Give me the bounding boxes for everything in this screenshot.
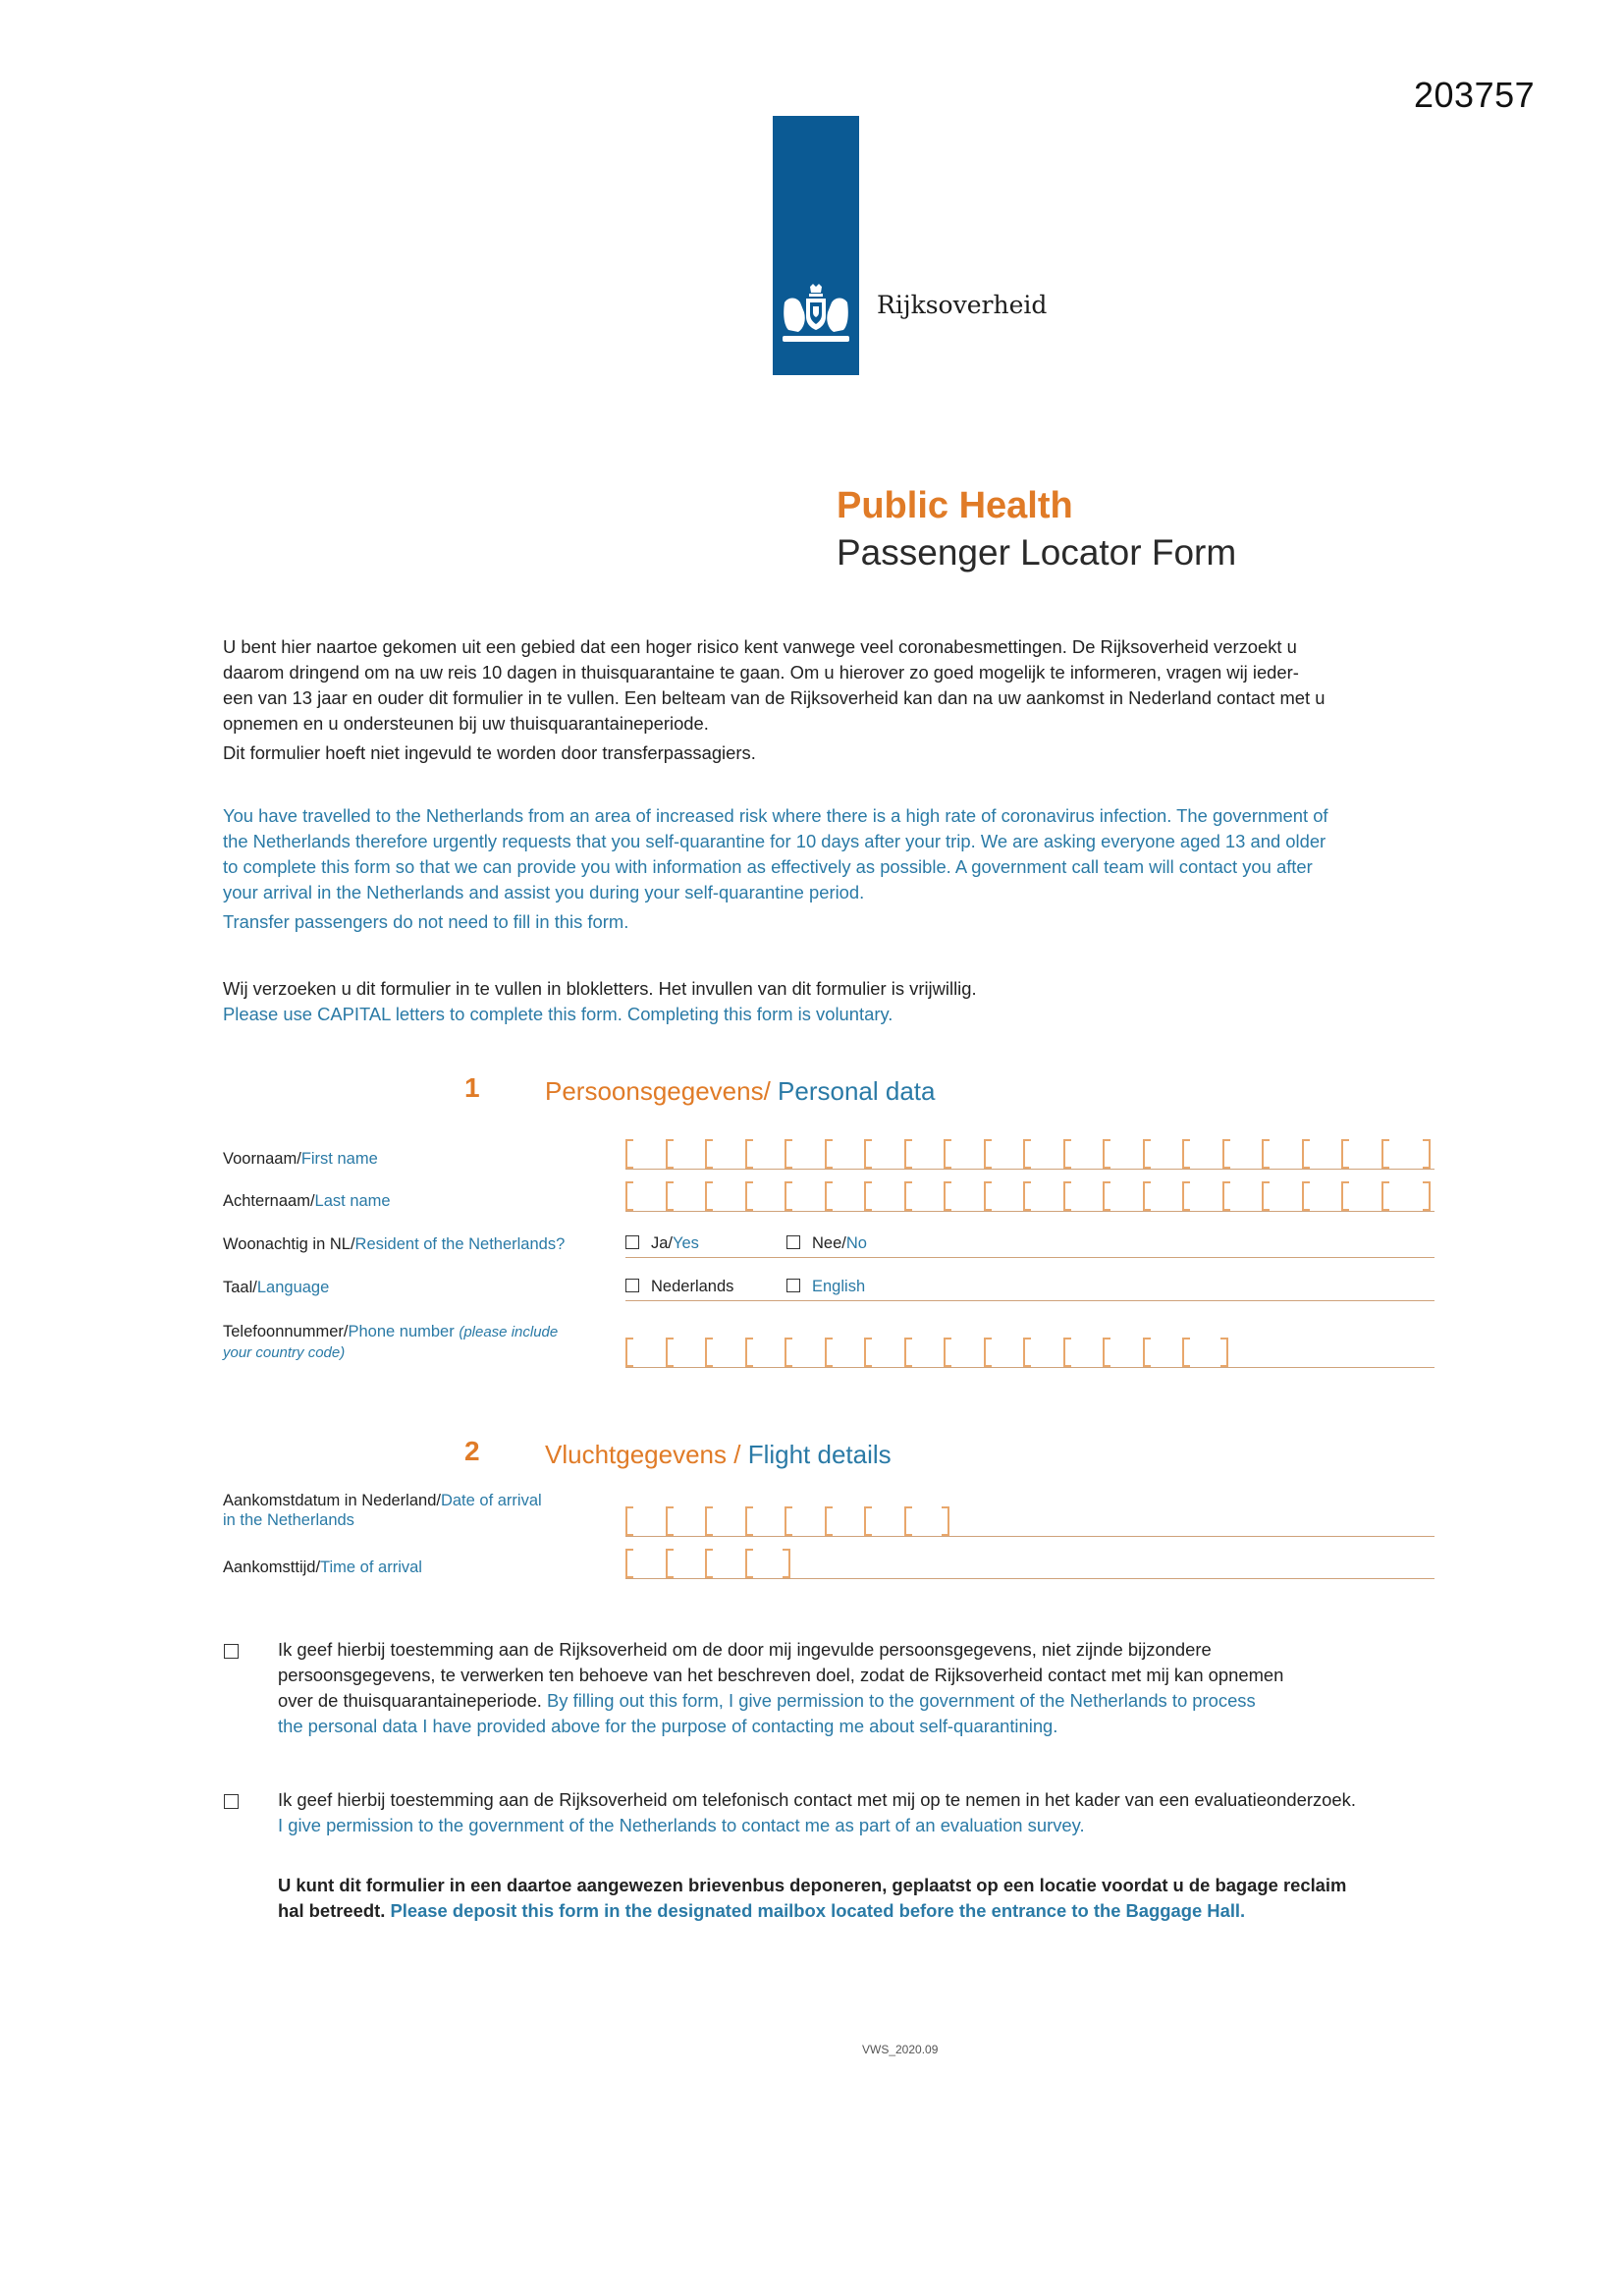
field-underline: [625, 1169, 1435, 1170]
letter-cell[interactable]: [785, 1139, 792, 1169]
letter-cell[interactable]: [1103, 1181, 1110, 1211]
letter-cell[interactable]: [625, 1139, 633, 1169]
letter-cell[interactable]: [705, 1338, 713, 1367]
letter-cell[interactable]: [904, 1139, 912, 1169]
letter-cell[interactable]: [825, 1181, 833, 1211]
resident-underline: [625, 1257, 1435, 1258]
letter-cell[interactable]: [705, 1139, 713, 1169]
letter-cell[interactable]: [1103, 1139, 1110, 1169]
letter-cell[interactable]: [625, 1506, 633, 1536]
consent-survey-text: Ik geef hierbij toestemming aan de Rijksoverheid om telefonisch contact met mij op te nemen in het kader van een evaluatieonderzoek. I give permission to the government of the Netherlands to contact me as part of an evaluation survey.: [278, 1789, 1356, 1835]
last-name-field[interactable]: [625, 1177, 1435, 1213]
capital-letters-en: Please use CAPITAL letters to complete this form. Completing this form is voluntary.: [223, 1004, 893, 1024]
language-dutch-checkbox[interactable]: [625, 1279, 639, 1292]
letter-cell[interactable]: [666, 1549, 674, 1578]
letter-cell[interactable]: [785, 1506, 792, 1536]
last-name-label: Achternaam/Last name: [223, 1192, 391, 1210]
letter-cell[interactable]: [1143, 1139, 1151, 1169]
letter-cell-end: [1423, 1181, 1431, 1211]
letter-cell[interactable]: [745, 1181, 753, 1211]
section-1-number: 1: [464, 1072, 480, 1103]
document-number: 203757: [1414, 75, 1536, 115]
letter-cell[interactable]: [1222, 1181, 1230, 1211]
letter-cell[interactable]: [745, 1338, 753, 1367]
intro-nl: U bent hier naartoe gekomen uit een gebied dat een hoger risico kent vanwege veel coronabesmettingen. De Rijksoverheid verzoekt u daarom dringend om na uw reis 10 dagen in thuisquarantaine te gaan. Om u hierover zo goed mogelijk te informeren, vragen wij ieder- een van 13 jaar en ouder dit formulier in te vullen. Een belteam van de Rijksoverheid kan dan na uw aankomst in Nederland contact met u opnemen en u ondersteunen bij uw thuisquarantaineperiode. Dit formulier hoeft niet ingevuld te worden door transferpassagiers.: [223, 634, 1421, 766]
field-underline: [625, 1211, 1435, 1212]
letter-cell[interactable]: [1023, 1181, 1031, 1211]
title-passenger-locator-form: Passenger Locator Form: [837, 532, 1237, 573]
letter-cell[interactable]: [944, 1139, 951, 1169]
letter-cell[interactable]: [1023, 1338, 1031, 1367]
language-english-checkbox[interactable]: [786, 1279, 800, 1292]
letter-cell[interactable]: [1262, 1181, 1270, 1211]
letter-cell[interactable]: [1103, 1338, 1110, 1367]
footer-code: VWS_2020.09: [862, 2043, 939, 2056]
title-public-health: Public Health: [837, 485, 1073, 526]
section-2-title: Vluchtgegevens / Flight details: [545, 1440, 892, 1469]
capital-letters-nl: Wij verzoeken u dit formulier in te vullen in blokletters. Het invullen van dit formulier is vrijwillig.: [223, 978, 977, 999]
consent-data-text: Ik geef hierbij toestemming aan de Rijksoverheid om de door mij ingevulde persoonsgegevens, niet zijnde bijzondere persoonsgegevens, te verwerken ten behoeve van het beschreven doel, zodat de Rijksoverheid contact met mij kan opnemen over de thuisquarantaineperiode. By filling out this form, I give permission to the government of the Netherlands to process the personal data I have provided above for the purpose of contacting me about self-quarantining.: [278, 1639, 1284, 1736]
letter-cell[interactable]: [745, 1139, 753, 1169]
letter-cell[interactable]: [984, 1181, 992, 1211]
letter-cell[interactable]: [666, 1338, 674, 1367]
first-name-label: Voornaam/First name: [223, 1150, 378, 1168]
letter-cell-end: [942, 1506, 949, 1536]
deposit-instruction: U kunt dit formulier in een daartoe aangewezen brievenbus deponeren, geplaatst op een locatie voordat u de bagage reclaim hal betreedt. Please deposit this form in the designated mailbox located before the entrance to the Baggage Hall.: [278, 1875, 1347, 1921]
letter-cell[interactable]: [1381, 1139, 1389, 1169]
letter-cell[interactable]: [1063, 1139, 1071, 1169]
letter-cell[interactable]: [666, 1506, 674, 1536]
intro-en: You have travelled to the Netherlands from an area of increased risk where there is a high rate of coronavirus infection. The government of the Netherlands therefore urgently requests that you self-quarantine for 10 days after your trip. We are asking everyone aged 13 and older to complete this form so that we can provide you with information as effectively as possible. A government call team will contact you after your arrival in the Netherlands and assist you during your self-quarantine period. Transfer passengers do not need to fill in this form.: [223, 803, 1421, 935]
arrival-date-label: Aankomstdatum in Nederland/Date of arrival in the Netherlands: [223, 1492, 542, 1529]
consent-survey-checkbox[interactable]: [224, 1794, 239, 1809]
letter-cell[interactable]: [705, 1506, 713, 1536]
letter-cell[interactable]: [1182, 1338, 1190, 1367]
letter-cell[interactable]: [785, 1181, 792, 1211]
letter-cell[interactable]: [864, 1338, 872, 1367]
letter-cell[interactable]: [745, 1506, 753, 1536]
language-english-option[interactable]: English: [786, 1278, 865, 1296]
letter-cell[interactable]: [1381, 1181, 1389, 1211]
letter-cell[interactable]: [625, 1549, 633, 1578]
intro-nl-transfer: Dit formulier hoeft niet ingevuld te worden door transferpassagiers.: [223, 742, 756, 763]
field-underline: [625, 1367, 1435, 1368]
letter-cell[interactable]: [785, 1338, 792, 1367]
letter-cell[interactable]: [666, 1181, 674, 1211]
resident-no-checkbox[interactable]: [786, 1235, 800, 1249]
letter-cell[interactable]: [904, 1338, 912, 1367]
letter-cell[interactable]: [1063, 1338, 1071, 1367]
phone-field[interactable]: [625, 1334, 1435, 1369]
letter-cell[interactable]: [625, 1181, 633, 1211]
letter-cell[interactable]: [745, 1549, 753, 1578]
field-underline: [625, 1578, 1435, 1579]
letter-cell[interactable]: [1143, 1338, 1151, 1367]
letter-cell[interactable]: [1262, 1139, 1270, 1169]
letter-cell[interactable]: [984, 1338, 992, 1367]
field-underline: [625, 1536, 1435, 1537]
letter-cell[interactable]: [1063, 1181, 1071, 1211]
letter-cell[interactable]: [705, 1181, 713, 1211]
letter-cell[interactable]: [1222, 1139, 1230, 1169]
letter-cell[interactable]: [825, 1139, 833, 1169]
letter-cell-end: [1220, 1338, 1228, 1367]
resident-yes-option[interactable]: Ja/Yes: [625, 1234, 699, 1253]
letter-cell[interactable]: [1182, 1139, 1190, 1169]
resident-label: Woonachtig in NL/Resident of the Netherlands?: [223, 1235, 566, 1253]
language-dutch-option[interactable]: Nederlands: [625, 1278, 733, 1296]
letter-cell[interactable]: [1023, 1139, 1031, 1169]
letter-cell[interactable]: [1143, 1181, 1151, 1211]
arrival-time-label: Aankomsttijd/Time of arrival: [223, 1558, 422, 1576]
section-2-number: 2: [464, 1436, 480, 1466]
first-name-field[interactable]: [625, 1135, 1435, 1171]
letter-cell[interactable]: [666, 1139, 674, 1169]
letter-cell[interactable]: [944, 1338, 951, 1367]
letter-cell[interactable]: [904, 1181, 912, 1211]
consent-data-checkbox[interactable]: [224, 1644, 239, 1659]
language-label: Taal/Language: [223, 1279, 330, 1296]
letter-cell[interactable]: [625, 1338, 633, 1367]
letter-cell[interactable]: [904, 1506, 912, 1536]
letter-cell[interactable]: [1341, 1181, 1349, 1211]
arrival-date-field[interactable]: [625, 1503, 1435, 1538]
letter-cell[interactable]: [1341, 1139, 1349, 1169]
section-1-title: Persoonsgegevens/ Personal data: [545, 1076, 936, 1106]
resident-no-option[interactable]: Nee/No: [786, 1234, 867, 1253]
letter-cell[interactable]: [864, 1506, 872, 1536]
letter-cell[interactable]: [1182, 1181, 1190, 1211]
letter-cell[interactable]: [864, 1181, 872, 1211]
letter-cell[interactable]: [944, 1181, 951, 1211]
letter-cell[interactable]: [1302, 1139, 1310, 1169]
resident-yes-checkbox[interactable]: [625, 1235, 639, 1249]
language-underline: [625, 1300, 1435, 1301]
letter-cell[interactable]: [1302, 1181, 1310, 1211]
phone-label: Telefoonnummer/Phone number (please include your country code): [223, 1323, 559, 1361]
letter-cell[interactable]: [984, 1139, 992, 1169]
letter-cell[interactable]: [825, 1506, 833, 1536]
letter-cell[interactable]: [864, 1139, 872, 1169]
crest-icon: [777, 283, 855, 350]
letter-cell-end: [783, 1549, 790, 1578]
arrival-time-field[interactable]: [625, 1545, 1435, 1580]
logo-text: Rijksoverheid: [877, 291, 1048, 319]
intro-en-transfer: Transfer passengers do not need to fill in this form.: [223, 911, 629, 932]
letter-cell[interactable]: [705, 1549, 713, 1578]
letter-cell[interactable]: [825, 1338, 833, 1367]
letter-cell-end: [1423, 1139, 1431, 1169]
